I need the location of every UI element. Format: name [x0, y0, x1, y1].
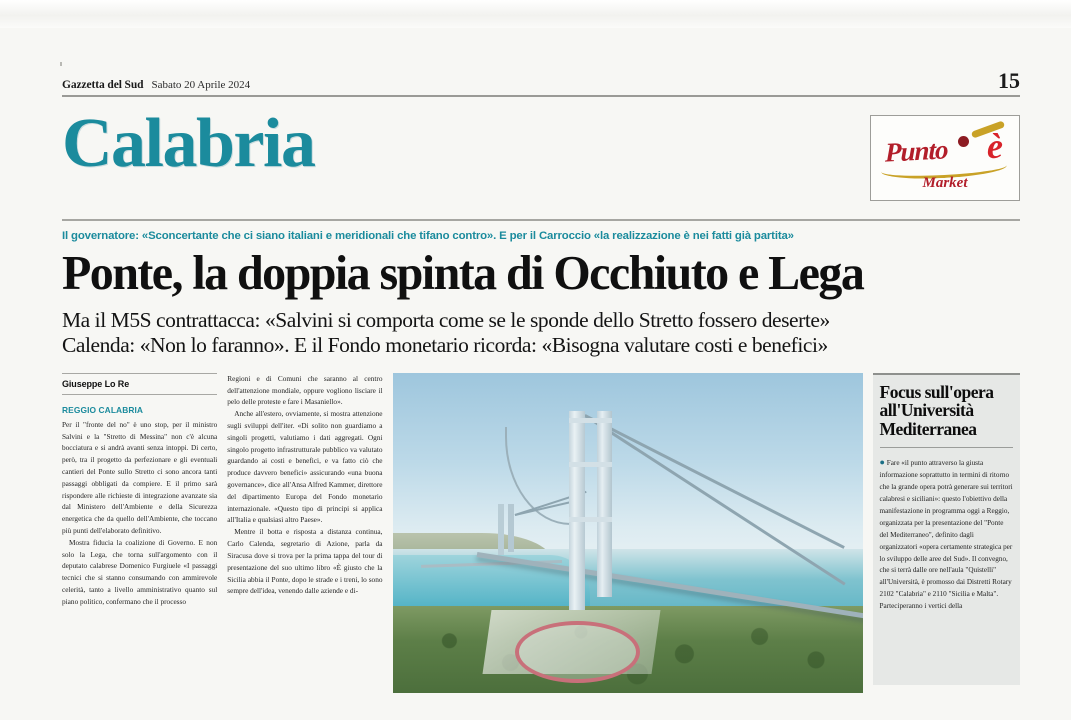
column-1-text — [62, 419, 217, 608]
focus-title-line2: all'Università — [879, 400, 974, 421]
paper-name: Gazzetta del Sud — [62, 79, 144, 91]
article-byline: Giuseppe Lo Re — [62, 378, 130, 389]
focus-title-line1: Focus sull'opera — [879, 381, 994, 402]
article-body — [62, 373, 1020, 693]
page-number: 15 — [998, 68, 1020, 93]
masthead-divider — [62, 95, 1020, 97]
focus-text — [880, 455, 1013, 613]
article-kicker: Il governatore: «Sconcertante che ci siano italiani e meridionali che tifano contro». E per il Carroccio «la realizzazione è nei fatti già partita» — [62, 230, 794, 242]
paragraph: Regioni e di Comuni che saranno al centro dell'attenzione mondiale, oppure vogliono lisciare il pelo delle proteste e fare i Masaniello». — [227, 373, 383, 407]
kicker-divider — [62, 219, 1020, 221]
column-2-text — [227, 373, 382, 597]
section-title: Calabria — [62, 105, 315, 182]
publication-date: Sabato 20 Aprile 2024 — [151, 79, 251, 91]
byline-rule-bottom — [62, 394, 217, 395]
photo-tower-crossbeam-2 — [569, 462, 612, 467]
focus-box — [873, 373, 1020, 685]
photo-far-tower-leg-1 — [498, 504, 504, 555]
focus-sidebar — [873, 373, 1020, 693]
scan-speck — [60, 62, 62, 66]
bullet-icon: ● — [879, 456, 885, 467]
bridge-rendering-photo — [393, 373, 863, 693]
focus-divider — [880, 447, 1013, 448]
ad-brand-name: Punto — [885, 134, 948, 168]
ad-cherry-icon — [958, 136, 969, 147]
paragraph: Mentre il botta e risposta a distanza continua, Carlo Calenda, segretario di Azione, parla da Siracusa dove si trova per la prima tappa del tour di presentazione del suo ultimo libro «È giusto che la Sicilia abbia il Ponte, dopo le strade e i treni, lo sono sempre dell'idea, venendo dalle aziende e di- — [227, 527, 383, 596]
ad-brand-accent: è — [987, 126, 1003, 166]
paragraph: Per il "fronte del no" è uno stop, per il ministro Salvini e la "Stretto di Messina" non c'è alcuna bocciatura e si andrà avanti senza intoppi. Di certo, però, tra il progetto da perfezionare e gli eventuali cantieri del Ponte sullo Stretto ci sono ancora tanti passaggi obbligati da compiere. E il primo sarà rispondere alle richieste di integrazione avanzate sia dal Ministero dell'Ambiente e della Sicurezza energetica che da quello dell'Ambiente, che toccano più punti dell'elaborato definitivo. — [62, 419, 218, 536]
focus-body: Fare «il punto attraverso la giusta informazione soprattutto in termini di ritorno che la grande opera potrà generare sui territori calabresi e siciliani»: questo l'obiettivo della manifestazione in programma oggi a Reggio, organizzata per la presentazione del "Ponte del Mediterraneo", definito dagli organizzatori «opera certamente strategica per lo sviluppo delle aree del Sud». Il convegno, che si terrà dalle ore nell'aula "Quistelli" all'Università, è promosso dai Distretti Rotary 2102 "Calabria" e 2110 "Sicilia e Malta". Parteciperanno i vertici della — [879, 458, 1013, 611]
article-headline: Ponte, la doppia spinta di Occhiuto e Lega — [62, 245, 864, 300]
photo-tower-leg-1 — [569, 411, 585, 609]
paragraph: Anche all'estero, ovviamente, si mostra attenzione sugli sviluppi dell'iter. «Di solito non guardiamo a singoli progetti, valutiamo i dati aggregati. Ogni singolo progetto infrastrutturale pubblico va valutato guardando ai costi e benefici, e va fatto ciò che produce davvero benefici» assicurando «una buona governance», dice all'Ansa Alfred Kammer, direttore del dipartimento Europa del Fondo monetario internazionale. «Questo tipo di principi si applica all'Italia e qualsiasi altro Paese». — [227, 409, 383, 525]
photo-interchange — [515, 621, 641, 683]
photo-far-tower-leg-2 — [508, 504, 514, 552]
scan-top-band — [0, 0, 1071, 28]
article-column-2 — [227, 373, 382, 693]
byline-rule-top — [62, 373, 217, 374]
photo-tower-crossbeam-3 — [569, 517, 612, 522]
page-sheet — [62, 70, 1020, 720]
article-dateline: REGGIO CALABRIA — [62, 404, 144, 415]
section-header-row — [62, 105, 1020, 211]
article-subhead-line1: Ma il M5S contrattacca: «Salvini si comporta come se le sponde dello Stretto fossero deserte» — [62, 308, 830, 332]
ad-tagline: Market — [922, 175, 968, 191]
advertisement-puntoe-market[interactable] — [870, 115, 1020, 201]
focus-title-line3: Mediterranea — [879, 419, 977, 440]
photo-tower-leg-2 — [597, 411, 612, 597]
masthead — [62, 70, 1020, 95]
article-subhead-line2: Calenda: «Non lo faranno». E il Fondo monetario ricorda: «Bisogna valutare costi e benefici» — [62, 333, 828, 358]
paragraph: Mostra fiducia la coalizione di Governo. E non solo la Lega, che torna sull'argomento con il deputato calabrese Domenico Furgiuele «I passaggi tecnici che si stanno consumando con ammirevole celerità, tanto a livello amministrativo quanto sul piano politico, confermano che il processo — [62, 537, 218, 606]
photo-tower-crossbeam-1 — [569, 418, 612, 423]
article-column-1 — [62, 373, 217, 693]
article-photo-column — [393, 373, 863, 693]
masthead-left — [62, 79, 250, 91]
